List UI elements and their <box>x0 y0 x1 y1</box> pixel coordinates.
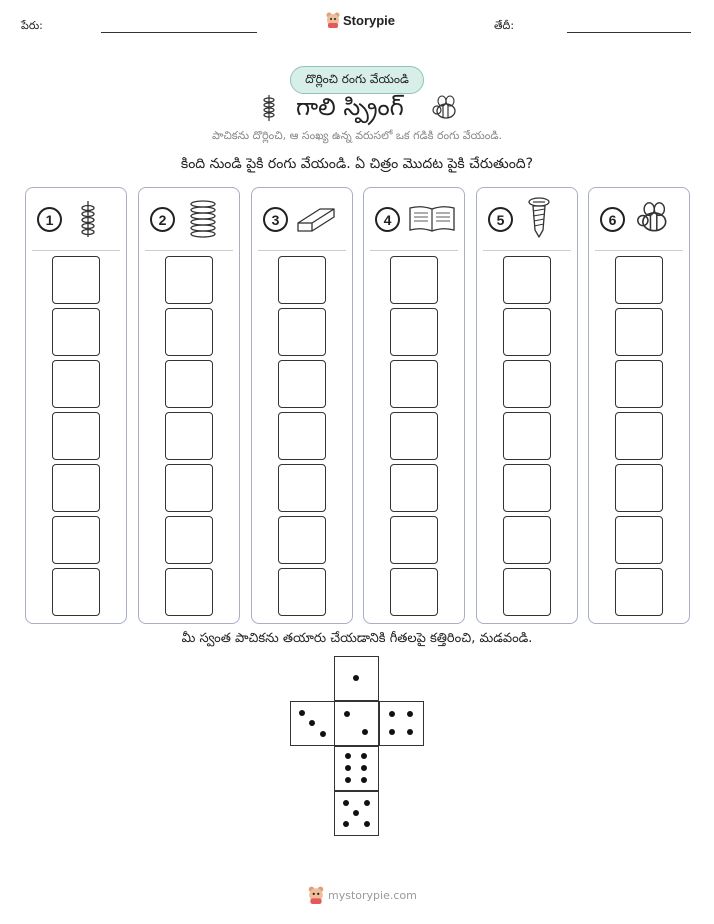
color-cell[interactable] <box>503 360 551 408</box>
color-cell[interactable] <box>615 360 663 408</box>
color-cell[interactable] <box>165 516 213 564</box>
color-cell[interactable] <box>165 308 213 356</box>
color-cell[interactable] <box>503 568 551 616</box>
color-cell[interactable] <box>165 412 213 460</box>
color-cell[interactable] <box>52 412 100 460</box>
dice-pip <box>361 753 367 759</box>
date-line[interactable] <box>567 32 691 33</box>
color-cell[interactable] <box>52 568 100 616</box>
screw-icon <box>527 197 551 239</box>
column-4 <box>363 187 465 624</box>
color-cell[interactable] <box>390 308 438 356</box>
column-header <box>139 188 239 250</box>
dice-pip <box>345 765 351 771</box>
color-cell[interactable] <box>52 464 100 512</box>
instruction: కింది నుండి పైకి రంగు వేయండి. ఏ చిత్రం మొదట పైకి చేరుతుంది? <box>180 156 534 172</box>
open-book-icon <box>408 204 456 234</box>
dice-pip <box>309 720 315 726</box>
color-cell[interactable] <box>615 516 663 564</box>
dice-pip <box>361 765 367 771</box>
color-cell[interactable] <box>52 360 100 408</box>
dice-pip <box>320 731 326 737</box>
color-cell[interactable] <box>278 256 326 304</box>
dice-pip <box>344 711 350 717</box>
column-header <box>364 188 464 250</box>
column-1 <box>25 187 127 624</box>
bee-icon <box>633 199 673 237</box>
color-cell[interactable] <box>615 412 663 460</box>
dice-face <box>290 701 335 746</box>
color-cell[interactable] <box>390 516 438 564</box>
color-cell[interactable] <box>615 568 663 616</box>
wind-spring-icon <box>78 200 98 238</box>
column-number: 4 <box>375 207 400 232</box>
coil-spring-icon <box>189 200 217 238</box>
dice-face <box>334 656 379 701</box>
dice-pip <box>343 800 349 806</box>
dice-pip <box>407 711 413 717</box>
name-line[interactable] <box>101 32 257 33</box>
dice-pip <box>299 710 305 716</box>
bear-logo-icon <box>308 886 324 904</box>
dice-pip <box>364 800 370 806</box>
bear-logo-icon <box>326 12 340 28</box>
color-cell[interactable] <box>503 308 551 356</box>
color-cell[interactable] <box>503 516 551 564</box>
dice-pip <box>343 821 349 827</box>
footer <box>308 886 417 904</box>
color-cell[interactable] <box>278 308 326 356</box>
dice-face <box>379 701 424 746</box>
dice-pip <box>364 821 370 827</box>
color-cell[interactable] <box>503 256 551 304</box>
dice-pip <box>362 729 368 735</box>
color-cell[interactable] <box>165 256 213 304</box>
footer-url: mystorypie.com <box>328 888 417 902</box>
color-cell[interactable] <box>278 516 326 564</box>
column-6 <box>588 187 690 624</box>
dice-pip <box>389 729 395 735</box>
date-label: తేదీ: <box>494 19 515 32</box>
color-cell[interactable] <box>278 412 326 460</box>
color-cell[interactable] <box>52 256 100 304</box>
column-number: 5 <box>488 207 513 232</box>
color-cell[interactable] <box>390 360 438 408</box>
brand-logo <box>326 12 395 28</box>
wind-spring-icon <box>262 94 276 122</box>
column-header <box>477 188 577 250</box>
dice-pip <box>353 675 359 681</box>
dice-pip <box>345 777 351 783</box>
dice-pip <box>361 777 367 783</box>
color-cell[interactable] <box>52 308 100 356</box>
color-cell[interactable] <box>165 360 213 408</box>
eraser-icon <box>296 205 336 233</box>
column-header <box>589 188 689 250</box>
column-number: 2 <box>150 207 175 232</box>
bee-icon <box>430 93 460 123</box>
column-number: 1 <box>37 207 62 232</box>
color-cell[interactable] <box>278 360 326 408</box>
color-cell[interactable] <box>165 568 213 616</box>
color-cell[interactable] <box>615 464 663 512</box>
color-cell[interactable] <box>390 256 438 304</box>
color-cell[interactable] <box>503 412 551 460</box>
column-header <box>252 188 352 250</box>
dice-pip <box>389 711 395 717</box>
dice-pip <box>345 753 351 759</box>
color-cell[interactable] <box>52 516 100 564</box>
column-2 <box>138 187 240 624</box>
page-title: గాలి స్ప్రింగ్ <box>296 93 404 121</box>
column-number: 3 <box>263 207 288 232</box>
color-cell[interactable] <box>503 464 551 512</box>
column-number: 6 <box>600 207 625 232</box>
subtitle: పాచికను దొర్లించి, ఆ సంఖ్య ఉన్న వరుసలో ఒక గడికి రంగు వేయండి. <box>212 129 502 142</box>
color-cell[interactable] <box>615 256 663 304</box>
dice-pip <box>353 810 359 816</box>
dice-pip <box>407 729 413 735</box>
color-cell[interactable] <box>278 464 326 512</box>
cut-instruction: మీ స్వంత పాచికను తయారు చేయడానికి గీతలపై కత్తిరించి, మడవండి. <box>181 631 533 646</box>
color-cell[interactable] <box>165 464 213 512</box>
dice-face <box>334 746 379 791</box>
column-3 <box>251 187 353 624</box>
color-cell[interactable] <box>615 308 663 356</box>
color-cell[interactable] <box>278 568 326 616</box>
dice-face <box>334 701 379 746</box>
brand-name: Storypie <box>343 12 396 28</box>
name-label: పేరు: <box>21 19 43 32</box>
dice-face <box>334 791 379 836</box>
activity-badge: దొర్లించి రంగు వేయండి <box>290 66 424 94</box>
color-cell[interactable] <box>390 464 438 512</box>
column-header <box>26 188 126 250</box>
column-5 <box>476 187 578 624</box>
color-cell[interactable] <box>390 412 438 460</box>
color-cell[interactable] <box>390 568 438 616</box>
